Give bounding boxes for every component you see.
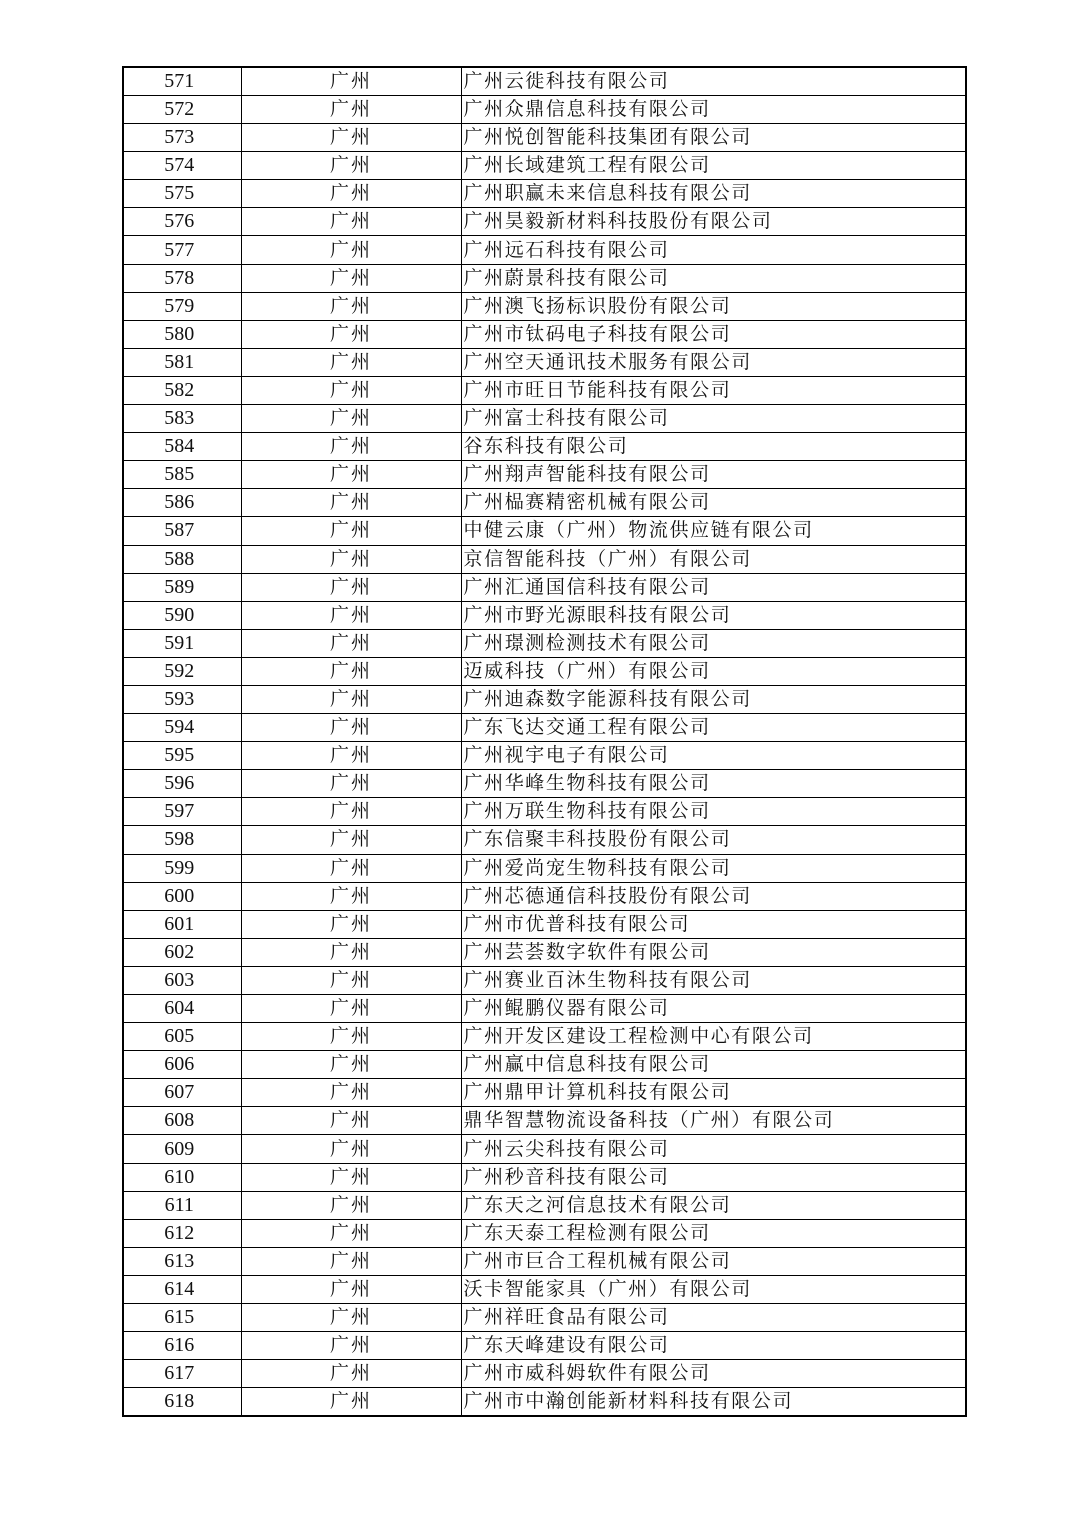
company-name-cell: 广州赛业百沐生物科技有限公司	[461, 966, 966, 994]
city-cell: 广州	[241, 798, 461, 826]
company-name-cell: 广州榀赛精密机械有限公司	[461, 489, 966, 517]
table-row	[123, 180, 966, 208]
city-cell: 广州	[241, 685, 461, 713]
company-name-cell: 广州悦创智能科技集团有限公司	[461, 124, 966, 152]
company-name-cell: 广州空天通讯技术服务有限公司	[461, 348, 966, 376]
table-row	[123, 489, 966, 517]
company-name-cell: 广东信聚丰科技股份有限公司	[461, 826, 966, 854]
serial-number-cell: 607	[123, 1079, 241, 1107]
table-row	[123, 826, 966, 854]
table-row	[123, 1051, 966, 1079]
serial-number-cell: 591	[123, 629, 241, 657]
city-cell: 广州	[241, 1135, 461, 1163]
city-cell: 广州	[241, 461, 461, 489]
serial-number-cell: 587	[123, 517, 241, 545]
serial-number-cell: 614	[123, 1275, 241, 1303]
serial-number-cell: 585	[123, 461, 241, 489]
city-cell: 广州	[241, 1388, 461, 1417]
table-row	[123, 714, 966, 742]
city-cell: 广州	[241, 1304, 461, 1332]
city-cell: 广州	[241, 1360, 461, 1388]
serial-number-cell: 599	[123, 854, 241, 882]
table-row	[123, 1219, 966, 1247]
company-name-cell: 广州澳飞扬标识股份有限公司	[461, 292, 966, 320]
company-name-cell: 广州市威科姆软件有限公司	[461, 1360, 966, 1388]
company-name-cell: 谷东科技有限公司	[461, 433, 966, 461]
serial-number-cell: 571	[123, 67, 241, 96]
table-row	[123, 1135, 966, 1163]
company-name-cell: 广州昊毅新材料科技股份有限公司	[461, 208, 966, 236]
company-name-cell: 广州华峰生物科技有限公司	[461, 770, 966, 798]
serial-number-cell: 583	[123, 405, 241, 433]
city-cell: 广州	[241, 433, 461, 461]
city-cell: 广州	[241, 995, 461, 1023]
city-cell: 广州	[241, 1107, 461, 1135]
city-cell: 广州	[241, 292, 461, 320]
company-name-cell: 广州开发区建设工程检测中心有限公司	[461, 1023, 966, 1051]
city-cell: 广州	[241, 180, 461, 208]
company-name-cell: 广州汇通国信科技有限公司	[461, 573, 966, 601]
table-row	[123, 685, 966, 713]
company-name-cell: 广州赢中信息科技有限公司	[461, 1051, 966, 1079]
city-cell: 广州	[241, 348, 461, 376]
table-row	[123, 461, 966, 489]
company-name-cell: 广州万联生物科技有限公司	[461, 798, 966, 826]
company-name-cell: 广州云徙科技有限公司	[461, 67, 966, 96]
serial-number-cell: 573	[123, 124, 241, 152]
company-name-cell: 广州市中瀚创能新材料科技有限公司	[461, 1388, 966, 1417]
city-cell: 广州	[241, 208, 461, 236]
table-row	[123, 292, 966, 320]
serial-number-cell: 617	[123, 1360, 241, 1388]
serial-number-cell: 579	[123, 292, 241, 320]
table-row	[123, 1332, 966, 1360]
company-name-cell: 广州迪森数字能源科技有限公司	[461, 685, 966, 713]
serial-number-cell: 575	[123, 180, 241, 208]
table-row	[123, 966, 966, 994]
city-cell: 广州	[241, 966, 461, 994]
city-cell: 广州	[241, 376, 461, 404]
table-row	[123, 1275, 966, 1303]
serial-number-cell: 610	[123, 1163, 241, 1191]
serial-number-cell: 601	[123, 910, 241, 938]
serial-number-cell: 602	[123, 938, 241, 966]
company-name-cell: 广东天泰工程检测有限公司	[461, 1219, 966, 1247]
city-cell: 广州	[241, 826, 461, 854]
company-name-cell: 广州芸荟数字软件有限公司	[461, 938, 966, 966]
serial-number-cell: 593	[123, 685, 241, 713]
city-cell: 广州	[241, 545, 461, 573]
table-row	[123, 1247, 966, 1275]
serial-number-cell: 590	[123, 601, 241, 629]
serial-number-cell: 603	[123, 966, 241, 994]
city-cell: 广州	[241, 1219, 461, 1247]
city-cell: 广州	[241, 1163, 461, 1191]
company-name-cell: 广州市钛码电子科技有限公司	[461, 320, 966, 348]
city-cell: 广州	[241, 601, 461, 629]
table-row	[123, 264, 966, 292]
serial-number-cell: 611	[123, 1191, 241, 1219]
company-list-table	[122, 66, 967, 1417]
company-name-cell: 广州鼎甲计算机科技有限公司	[461, 1079, 966, 1107]
city-cell: 广州	[241, 770, 461, 798]
company-name-cell: 京信智能科技（广州）有限公司	[461, 545, 966, 573]
serial-number-cell: 572	[123, 96, 241, 124]
city-cell: 广州	[241, 1247, 461, 1275]
company-name-cell: 迈威科技（广州）有限公司	[461, 657, 966, 685]
serial-number-cell: 594	[123, 714, 241, 742]
company-name-cell: 广东天之河信息技术有限公司	[461, 1191, 966, 1219]
serial-number-cell: 600	[123, 882, 241, 910]
city-cell: 广州	[241, 657, 461, 685]
city-cell: 广州	[241, 714, 461, 742]
table-row	[123, 124, 966, 152]
city-cell: 广州	[241, 152, 461, 180]
serial-number-cell: 580	[123, 320, 241, 348]
city-cell: 广州	[241, 517, 461, 545]
city-cell: 广州	[241, 629, 461, 657]
table-row	[123, 1023, 966, 1051]
company-name-cell: 广州市旺日节能科技有限公司	[461, 376, 966, 404]
serial-number-cell: 581	[123, 348, 241, 376]
table-row	[123, 320, 966, 348]
serial-number-cell: 608	[123, 1107, 241, 1135]
serial-number-cell: 615	[123, 1304, 241, 1332]
company-name-cell: 广州职赢未来信息科技有限公司	[461, 180, 966, 208]
company-name-cell: 广州市优普科技有限公司	[461, 910, 966, 938]
table-row	[123, 348, 966, 376]
company-name-cell: 广州远石科技有限公司	[461, 236, 966, 264]
serial-number-cell: 592	[123, 657, 241, 685]
city-cell: 广州	[241, 1023, 461, 1051]
table-row	[123, 1107, 966, 1135]
serial-number-cell: 584	[123, 433, 241, 461]
city-cell: 广州	[241, 854, 461, 882]
table-row	[123, 798, 966, 826]
serial-number-cell: 616	[123, 1332, 241, 1360]
serial-number-cell: 612	[123, 1219, 241, 1247]
table-row	[123, 995, 966, 1023]
serial-number-cell: 618	[123, 1388, 241, 1417]
table-body	[123, 67, 966, 1416]
company-name-cell: 广州视宇电子有限公司	[461, 742, 966, 770]
company-name-cell: 广州众鼎信息科技有限公司	[461, 96, 966, 124]
table-row	[123, 770, 966, 798]
serial-number-cell: 577	[123, 236, 241, 264]
table-row	[123, 1079, 966, 1107]
serial-number-cell: 596	[123, 770, 241, 798]
serial-number-cell: 609	[123, 1135, 241, 1163]
city-cell: 广州	[241, 1079, 461, 1107]
city-cell: 广州	[241, 489, 461, 517]
company-name-cell: 广州翔声智能科技有限公司	[461, 461, 966, 489]
serial-number-cell: 574	[123, 152, 241, 180]
table-row	[123, 601, 966, 629]
city-cell: 广州	[241, 742, 461, 770]
company-name-cell: 广东天峰建设有限公司	[461, 1332, 966, 1360]
table-row	[123, 1191, 966, 1219]
city-cell: 广州	[241, 124, 461, 152]
table-row	[123, 573, 966, 601]
company-name-cell: 广州市野光源眼科技有限公司	[461, 601, 966, 629]
company-name-cell: 中健云康（广州）物流供应链有限公司	[461, 517, 966, 545]
serial-number-cell: 604	[123, 995, 241, 1023]
company-name-cell: 广州璟测检测技术有限公司	[461, 629, 966, 657]
serial-number-cell: 598	[123, 826, 241, 854]
city-cell: 广州	[241, 236, 461, 264]
company-name-cell: 广州富士科技有限公司	[461, 405, 966, 433]
table-row	[123, 376, 966, 404]
city-cell: 广州	[241, 1051, 461, 1079]
table-row	[123, 67, 966, 96]
serial-number-cell: 589	[123, 573, 241, 601]
table-row	[123, 433, 966, 461]
company-name-cell: 广东飞达交通工程有限公司	[461, 714, 966, 742]
table-row	[123, 938, 966, 966]
city-cell: 广州	[241, 405, 461, 433]
serial-number-cell: 582	[123, 376, 241, 404]
city-cell: 广州	[241, 320, 461, 348]
city-cell: 广州	[241, 1191, 461, 1219]
company-name-cell: 广州爱尚宠生物科技有限公司	[461, 854, 966, 882]
city-cell: 广州	[241, 1332, 461, 1360]
serial-number-cell: 597	[123, 798, 241, 826]
serial-number-cell: 588	[123, 545, 241, 573]
serial-number-cell: 605	[123, 1023, 241, 1051]
city-cell: 广州	[241, 938, 461, 966]
table-row	[123, 405, 966, 433]
table-row	[123, 1360, 966, 1388]
company-name-cell: 广州芯德通信科技股份有限公司	[461, 882, 966, 910]
company-name-cell: 广州市巨合工程机械有限公司	[461, 1247, 966, 1275]
table-row	[123, 545, 966, 573]
table-row	[123, 208, 966, 236]
city-cell: 广州	[241, 882, 461, 910]
company-name-cell: 鼎华智慧物流设备科技（广州）有限公司	[461, 1107, 966, 1135]
city-cell: 广州	[241, 264, 461, 292]
company-name-cell: 广州蔚景科技有限公司	[461, 264, 966, 292]
company-name-cell: 广州秒音科技有限公司	[461, 1163, 966, 1191]
table-row	[123, 854, 966, 882]
company-name-cell: 广州鲲鹏仪器有限公司	[461, 995, 966, 1023]
table-row	[123, 1304, 966, 1332]
serial-number-cell: 586	[123, 489, 241, 517]
serial-number-cell: 606	[123, 1051, 241, 1079]
table-row	[123, 236, 966, 264]
serial-number-cell: 576	[123, 208, 241, 236]
table-row	[123, 517, 966, 545]
table-row	[123, 910, 966, 938]
table-row	[123, 742, 966, 770]
table-row	[123, 152, 966, 180]
company-name-cell: 广州祥旺食品有限公司	[461, 1304, 966, 1332]
table-row	[123, 96, 966, 124]
table-row	[123, 882, 966, 910]
table-row	[123, 1163, 966, 1191]
city-cell: 广州	[241, 1275, 461, 1303]
serial-number-cell: 595	[123, 742, 241, 770]
company-name-cell: 广州长域建筑工程有限公司	[461, 152, 966, 180]
city-cell: 广州	[241, 67, 461, 96]
city-cell: 广州	[241, 910, 461, 938]
table-row	[123, 657, 966, 685]
serial-number-cell: 578	[123, 264, 241, 292]
city-cell: 广州	[241, 96, 461, 124]
city-cell: 广州	[241, 573, 461, 601]
table-row	[123, 1388, 966, 1417]
company-name-cell: 广州云尖科技有限公司	[461, 1135, 966, 1163]
company-name-cell: 沃卡智能家具（广州）有限公司	[461, 1275, 966, 1303]
table-row	[123, 629, 966, 657]
serial-number-cell: 613	[123, 1247, 241, 1275]
